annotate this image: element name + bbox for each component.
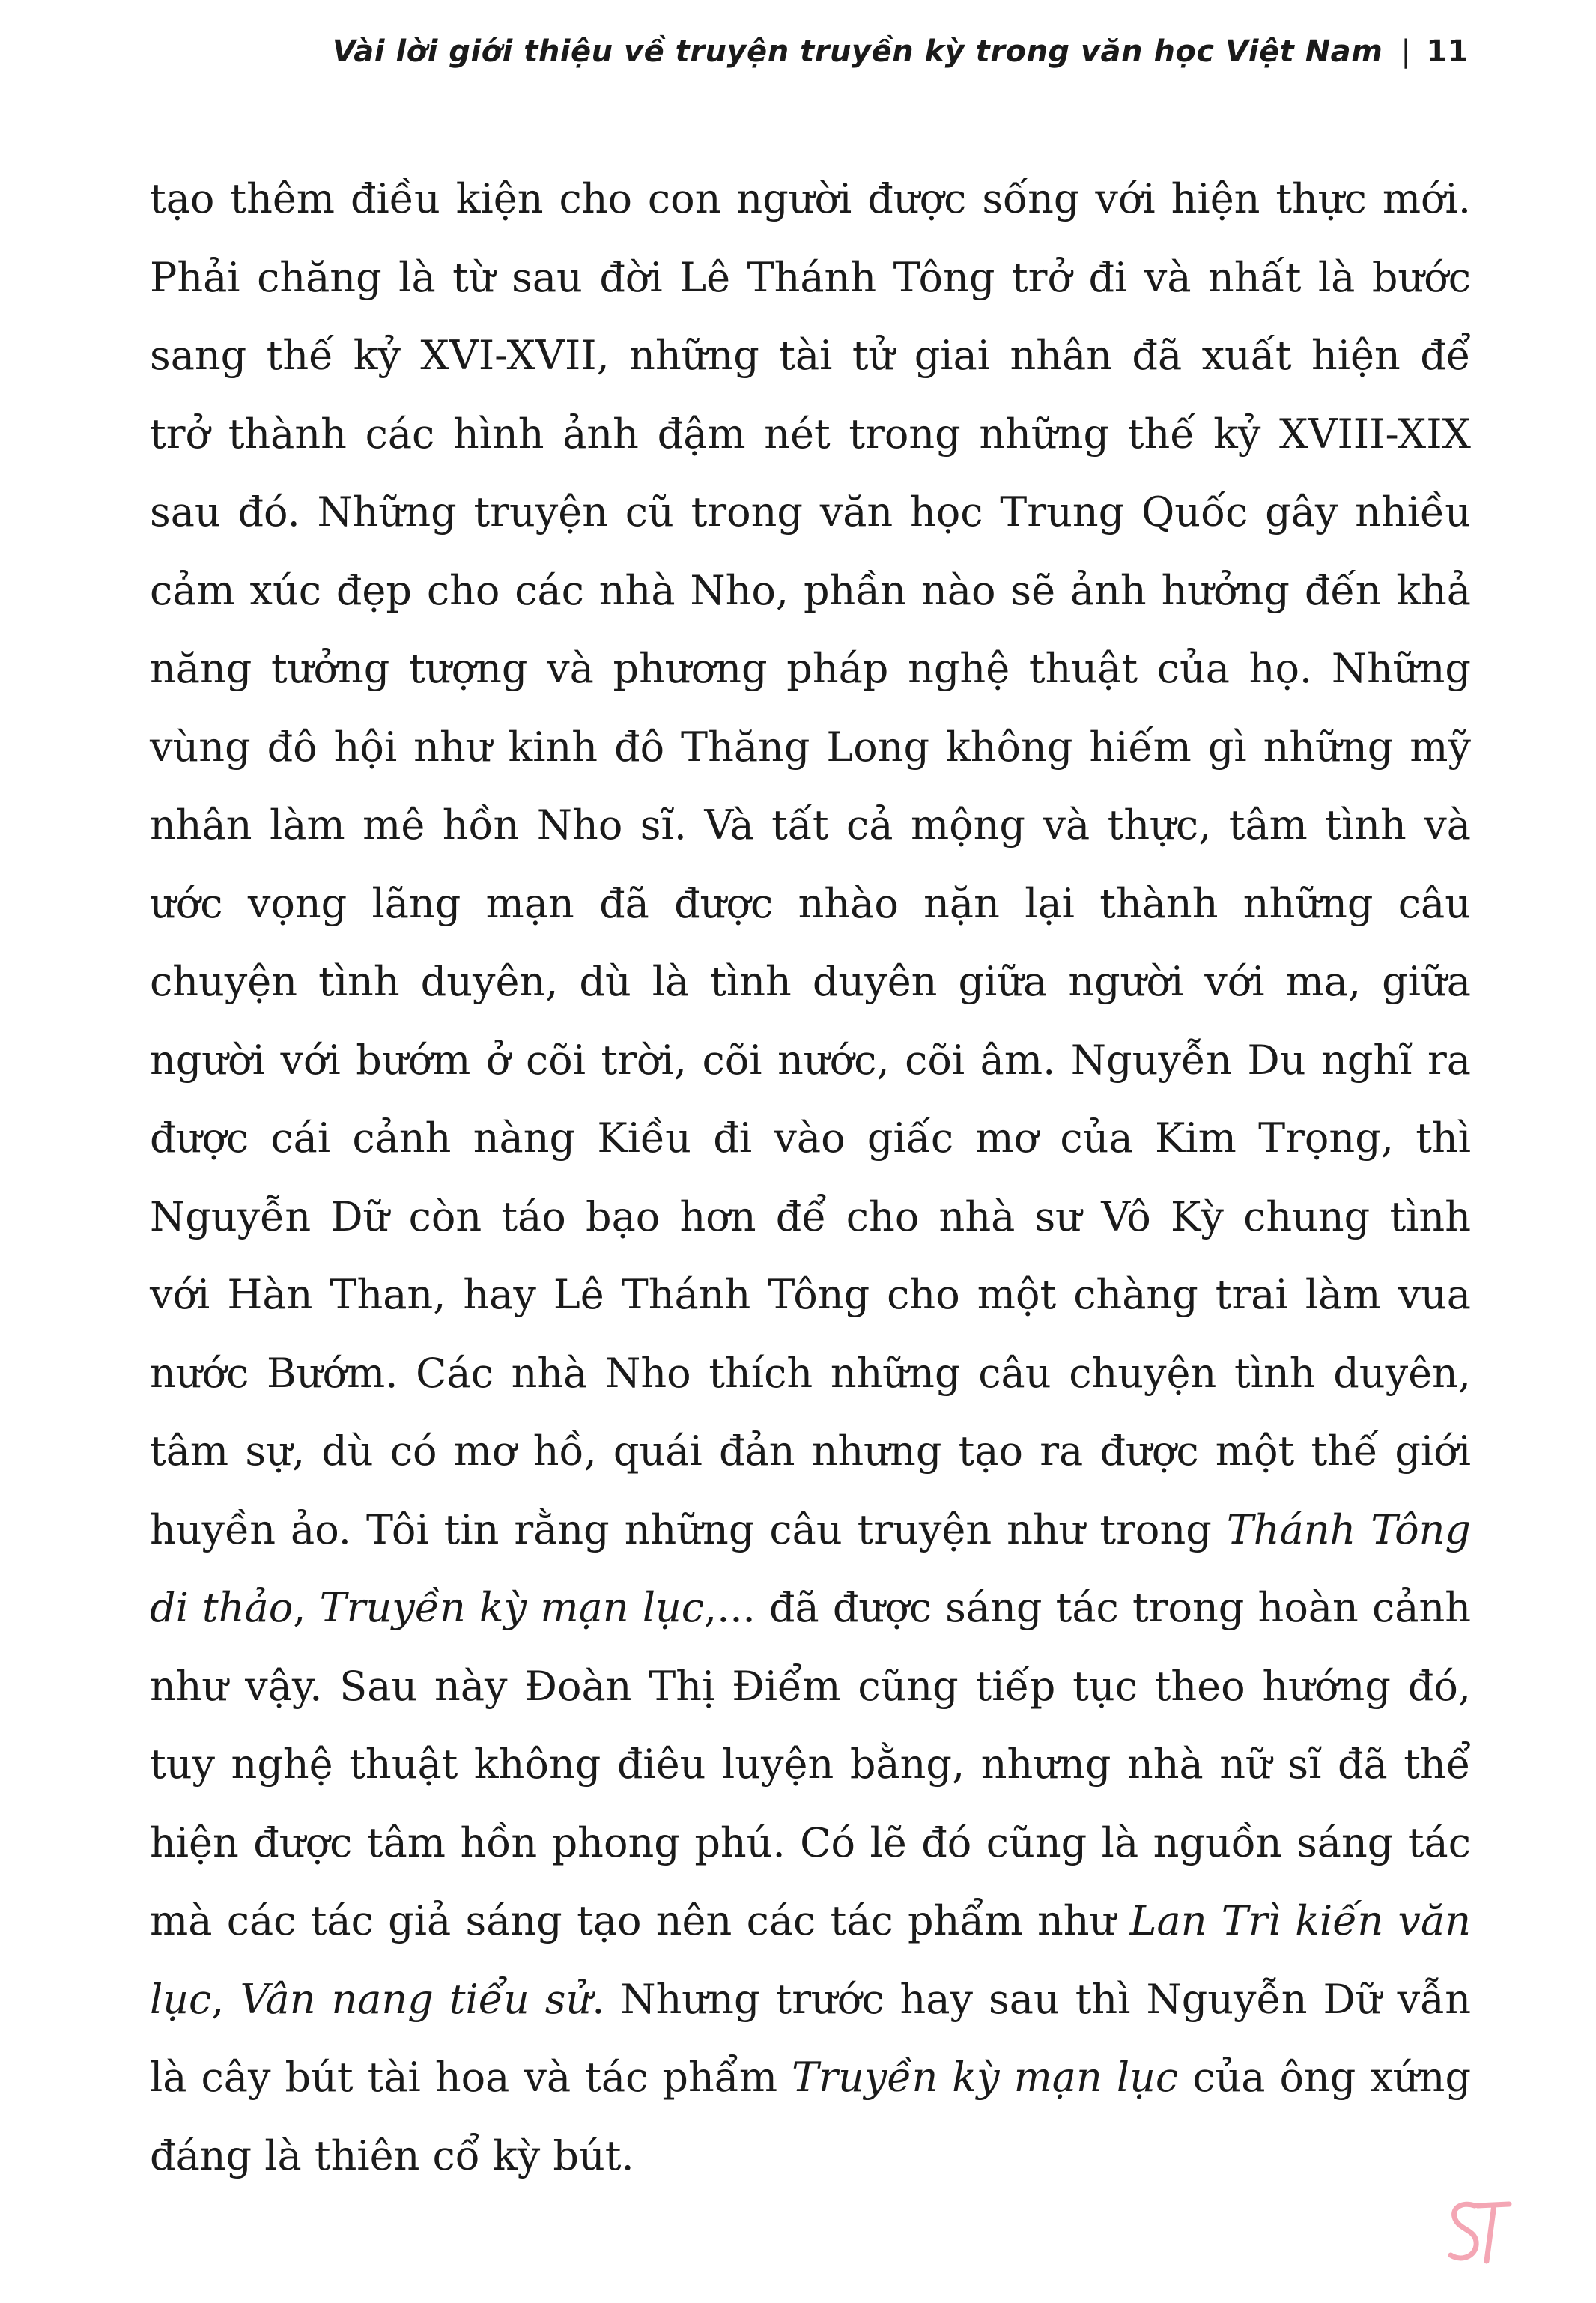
italic-title: Vân nang tiểu sử: [240, 1975, 592, 2023]
running-head: [333, 34, 1469, 69]
text-run: nhân làm mê hồn Nho sĩ. Và tất cả mộng và thực, tâm tình và: [150, 801, 1471, 849]
running-head-title: Vài lời giới thiệu về truyện truyền kỳ trong văn học Việt Nam: [332, 34, 1383, 69]
italic-title: Lan Trì kiến văn: [1129, 1897, 1471, 1944]
text-run: đáng là thiên cổ kỳ bút.: [150, 2131, 634, 2179]
text-line: [150, 630, 1471, 709]
text-run: chuyện tình duyên, dù là tình duyên giữa người với ma, giữa: [150, 958, 1471, 1005]
text-line: [150, 1335, 1471, 1413]
italic-title: Thánh Tông: [1226, 1505, 1471, 1553]
text-run: tâm sự, dù có mơ hồ, quái đản nhưng tạo ra được một thế giới: [150, 1427, 1471, 1475]
text-run: tạo thêm điều kiện cho con người được sống với hiện thực mới.: [150, 175, 1471, 222]
text-run: được cái cảnh nàng Kiều đi vào giấc mơ của Kim Trọng, thì: [150, 1114, 1471, 1162]
text-run: sau đó. Những truyện cũ trong văn học Trung Quốc gây nhiều: [150, 488, 1471, 535]
text-line: [150, 552, 1471, 631]
text-line: [150, 317, 1471, 395]
text-run: hiện được tâm hồn phong phú. Có lẽ đó cũng là nguồn sáng tác: [150, 1818, 1471, 1866]
text-line: [150, 709, 1471, 787]
text-line: [150, 1178, 1471, 1257]
text-run: Nguyễn Dữ còn táo bạo hơn để cho nhà sư Vô Kỳ chung tình: [150, 1192, 1471, 1240]
logo-letter-s: [1451, 2204, 1476, 2258]
text-run: ,: [211, 1975, 240, 2023]
text-line: [150, 1256, 1471, 1335]
italic-title: lục: [150, 1975, 212, 2023]
text-run: với Hàn Than, hay Lê Thánh Tông cho một chàng trai làm vua: [150, 1271, 1471, 1318]
text-run: như vậy. Sau này Đoàn Thị Điểm cũng tiếp tục theo hướng đó,: [150, 1662, 1471, 1710]
text-run: ước vọng lãng mạn đã được nhào nặn lại thành những câu: [150, 879, 1471, 927]
text-line: [150, 395, 1471, 474]
text-run: nước Bướm. Các nhà Nho thích những câu chuyện tình duyên,: [150, 1349, 1471, 1397]
text-line: [150, 943, 1471, 1022]
text-run: ,: [293, 1584, 320, 1631]
text-run: năng tưởng tượng và phương pháp nghệ thuật của họ. Những: [150, 645, 1471, 692]
text-line: [150, 2117, 1471, 2196]
page-number: 11: [1426, 34, 1469, 69]
italic-title: Truyền kỳ mạn lục: [319, 1584, 705, 1631]
text-run: trở thành các hình ảnh đậm nét trong những thế kỷ XVIII-XIX: [150, 410, 1471, 458]
text-line: [150, 1569, 1471, 1648]
text-run: mà các tác giả sáng tạo nên các tác phẩm như: [150, 1897, 1130, 1944]
text-run: vùng đô hội như kinh đô Thăng Long không hiếm gì những mỹ: [150, 723, 1471, 771]
text-line: [150, 1413, 1471, 1491]
text-line: [150, 1099, 1471, 1178]
text-line: [150, 473, 1471, 552]
text-line: [150, 160, 1471, 239]
text-run: của ông xứng: [1178, 2054, 1472, 2101]
text-run: Phải chăng là từ sau đời Lê Thánh Tông trở đi và nhất là bước: [150, 253, 1471, 301]
text-line: [150, 1726, 1471, 1804]
text-line: [150, 239, 1471, 318]
text-line: [150, 1882, 1471, 1961]
text-run: . Nhưng trước hay sau thì Nguyễn Dữ vẫn: [592, 1975, 1471, 2023]
text-line: [150, 1022, 1471, 1100]
text-run: sang thế kỷ XVI-XVII, những tài tử giai nhân đã xuất hiện để: [150, 332, 1471, 379]
body-paragraph: [150, 160, 1471, 2195]
text-line: [150, 1961, 1471, 2039]
text-run: huyền ảo. Tôi tin rằng những câu truyện như trong: [150, 1505, 1227, 1553]
logo-letter-t: [1478, 2204, 1509, 2261]
text-run: cảm xúc đẹp cho các nhà Nho, phần nào sẽ ảnh hưởng đến khả: [150, 566, 1471, 614]
text-line: [150, 1804, 1471, 1883]
text-run: là cây bút tài hoa và tác phẩm: [150, 2054, 792, 2101]
text-run: tuy nghệ thuật không điêu luyện bằng, nhưng nhà nữ sĩ đã thể: [150, 1741, 1471, 1788]
running-head-separator: |: [1401, 34, 1412, 69]
text-line: [150, 1491, 1471, 1570]
italic-title: Truyền kỳ mạn lục: [792, 2054, 1179, 2101]
text-line: [150, 865, 1471, 944]
text-line: [150, 1648, 1471, 1726]
text-line: [150, 786, 1471, 865]
text-run: người với bướm ở cõi trời, cõi nước, cõi âm. Nguyễn Du nghĩ ra: [150, 1036, 1471, 1084]
publisher-logo: [1445, 2195, 1512, 2267]
text-line: [150, 2039, 1471, 2117]
text-run: ,... đã được sáng tác trong hoàn cảnh: [704, 1584, 1472, 1631]
italic-title: di thảo: [150, 1584, 294, 1631]
